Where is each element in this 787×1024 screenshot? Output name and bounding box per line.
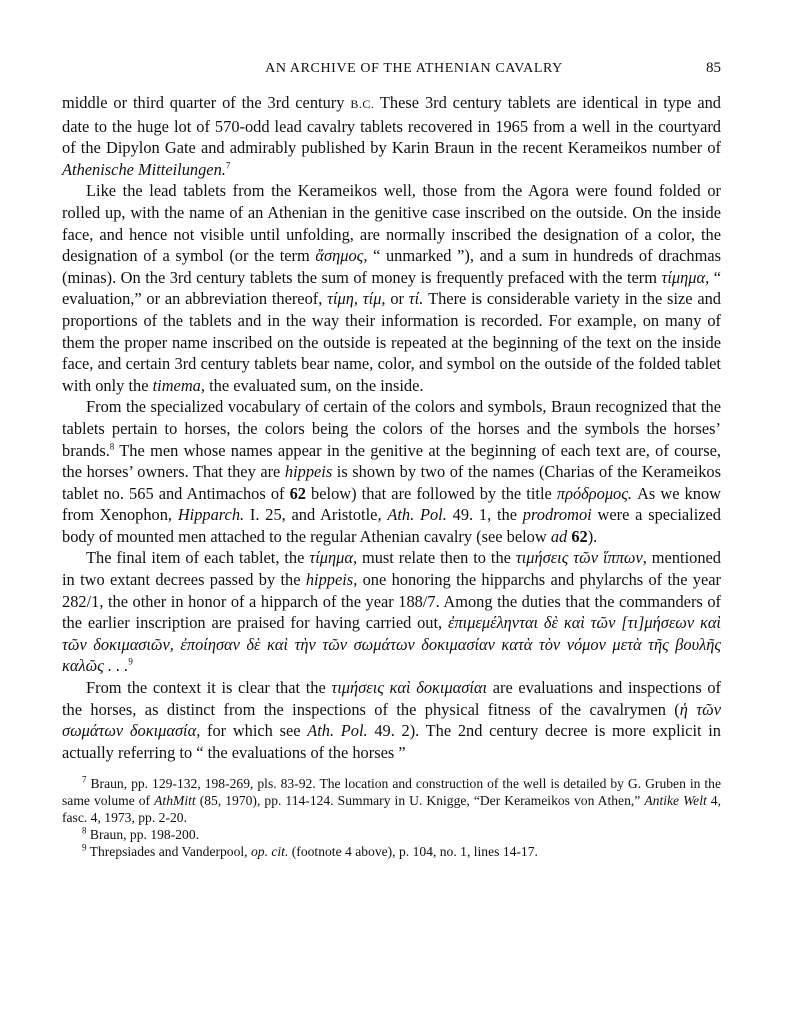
italic-term: prodromoi	[522, 505, 592, 525]
italic-term: hippeis	[284, 462, 333, 482]
text-run: Threpsiades and Vanderpool,	[89, 844, 251, 860]
text-run: one honoring the hipparchs and phylarchs of the year 282/1, the other in honor of a hipparch of the year 188/7. Among the duties that the commanders of the earlier inscription are praised for having carried out,	[62, 570, 721, 633]
text-run: (85, 1970), pp. 114-124. Summary in U. Knigge, “Der Kerameikos von Athen,”	[195, 793, 645, 809]
greek-term: τίμη, τίμ,	[327, 289, 386, 309]
italic-term: ad	[550, 526, 568, 546]
catalog-number: 62	[571, 526, 588, 546]
text-run: As we know from Xenophon,	[62, 483, 721, 525]
text-run: From the context it is clear that the	[86, 678, 332, 698]
running-title: AN ARCHIVE OF THE ATHENIAN CAVALRY	[265, 61, 563, 76]
text-run: I. 25, and Aristotle,	[244, 505, 388, 525]
text-run: , “ unmarked ”), and a sum in hundreds of drachmas (minas). On the 3rd century tablets the sum of money is frequently prefaced with the term	[62, 246, 721, 287]
work-title: Hipparch.	[177, 505, 245, 525]
text-run: The final item of each tablet, the	[86, 548, 310, 568]
era-abbrev: B.C.	[350, 97, 375, 111]
footnotes	[62, 775, 721, 860]
footnote-number: 9	[82, 842, 87, 853]
work-title: Ath. Pol.	[387, 505, 447, 525]
page	[62, 60, 721, 860]
greek-term: τιμήσεις τῶν ἵππων,	[515, 548, 647, 568]
footnote-ref: 7	[225, 160, 231, 171]
text-run: must relate then to the	[357, 548, 516, 568]
text-run: , “ evaluation,” or an abbreviation thereof,	[62, 267, 721, 309]
text-run: for which see	[200, 721, 308, 741]
text-run: Braun, pp. 198-200.	[89, 827, 200, 843]
footnote-8	[62, 826, 721, 843]
paragraph-1	[62, 92, 721, 180]
text-run: or	[385, 289, 409, 309]
body-text	[62, 92, 721, 763]
citation-abbrev: op. cit.	[250, 844, 289, 860]
running-header	[62, 60, 721, 77]
paragraph-2	[62, 180, 721, 396]
footnote-ref: 8	[109, 441, 115, 452]
text-run: ).	[587, 526, 598, 546]
journal-title: Athenische Mitteilungen.	[62, 159, 226, 179]
paragraph-4	[62, 547, 721, 677]
text-run: (footnote 4 above), p. 104, no. 1, lines 14-17.	[288, 844, 538, 860]
text-run: 4, fasc. 4, 1973, pp. 2-20.	[62, 793, 721, 826]
italic-term: timema,	[152, 375, 205, 395]
paragraph-5	[62, 677, 721, 763]
footnote-7	[62, 775, 721, 826]
text-run: The men whose names appear in the genitive at the beginning of each text are, of course, the horses’ owners. That they are	[62, 440, 721, 482]
footnote-number: 7	[82, 774, 87, 785]
text-run: are evaluations and inspections of the horses, as distinct from the inspections of the physical fitness of the cavalrymen (	[62, 678, 722, 719]
text-run: 49. 1, the	[446, 505, 523, 525]
text-run: were a specialized body of mounted men attached to the regular Athenian cavalry (see below	[62, 505, 721, 546]
text-run: mentioned in two extant decrees passed by the	[62, 548, 721, 590]
text-run: Like the lead tablets from the Kerameikos well, those from the Agora were found folded or rolled up, with the name of an Athenian in the genitive case inscribed on the outside. On the inside face, and hence not visible until unfolding, are normally inscribed the designation of a color, the designation of a symbol (or the term	[62, 181, 721, 266]
text-run: is shown by two of the names (Charias of the Kerameikos tablet no. 565 and Antimachos of	[62, 462, 722, 503]
footnote-number: 8	[82, 825, 87, 836]
greek-term: τίμημα,	[309, 548, 358, 568]
italic-term: hippeis,	[305, 570, 358, 590]
text-run: the evaluated sum, on the inside.	[204, 375, 424, 395]
journal-title: AthMitt	[154, 793, 196, 809]
greek-term: τί.	[408, 289, 424, 309]
greek-term: πρόδρομος.	[556, 483, 632, 503]
work-title: Ath. Pol.	[307, 721, 368, 741]
greek-quotation: ἐπιμεμέληνται δὲ καὶ τῶν [τι]μήσεων καὶ τῶν δοκιμασιῶν, ἐποίησαν δὲ καὶ τὴν τῶν σωμάτων δοκιμασίαν κατὰ τὸν νόμον μετὰ τῆς βουλῆς καλῶς . . .	[62, 613, 721, 676]
greek-term: τίμημα	[661, 267, 706, 287]
text-run: 49. 2). The 2nd century decree is more explicit in actually referring to “ the evaluations of the horses ”	[62, 721, 722, 762]
paragraph-3	[62, 396, 721, 547]
journal-title: Antike Welt	[644, 793, 707, 809]
footnote-ref: 9	[128, 656, 133, 667]
greek-term: ἡ τῶν σωμάτων δοκιμασία,	[62, 699, 721, 741]
text-run: There is considerable variety in the size and proportions of the tablets and in the way their information is recorded. For example, on many of them the proper name inscribed on the outside is repeated at the beginning of the text on the inside face, and certain 3rd century tablets bear name, color, and symbol on the outside of the folded tablet with only the	[62, 289, 721, 395]
page-number: 85	[706, 60, 721, 76]
text-run: Braun, pp. 129-132, 198-269, pls. 83-92. The location and construction of the well is detailed by G. Gruben in the same volume of	[62, 776, 721, 809]
catalog-number: 62	[289, 483, 306, 503]
text-run: below) that are followed by the title	[305, 483, 557, 503]
text-run: These 3rd century tablets are identical in type and date to the huge lot of 570-odd lead cavalry tablets recovered in 1965 from a well in the courtyard of the Dipylon Gate and admirably published by Karin Braun in the recent Kerameikos number of	[62, 93, 721, 158]
greek-term: τιμήσεις καὶ δοκιμασίαι	[331, 678, 488, 698]
footnote-9	[62, 843, 721, 860]
greek-term: ἄσημος	[315, 246, 364, 266]
text-run: From the specialized vocabulary of certain of the colors and symbols, Braun recognized that the tablets pertain to horses, the colors being the colors of the horses and the symbols the horses’ brands.	[62, 397, 721, 460]
text-run: middle or third quarter of the 3rd century	[62, 93, 351, 112]
